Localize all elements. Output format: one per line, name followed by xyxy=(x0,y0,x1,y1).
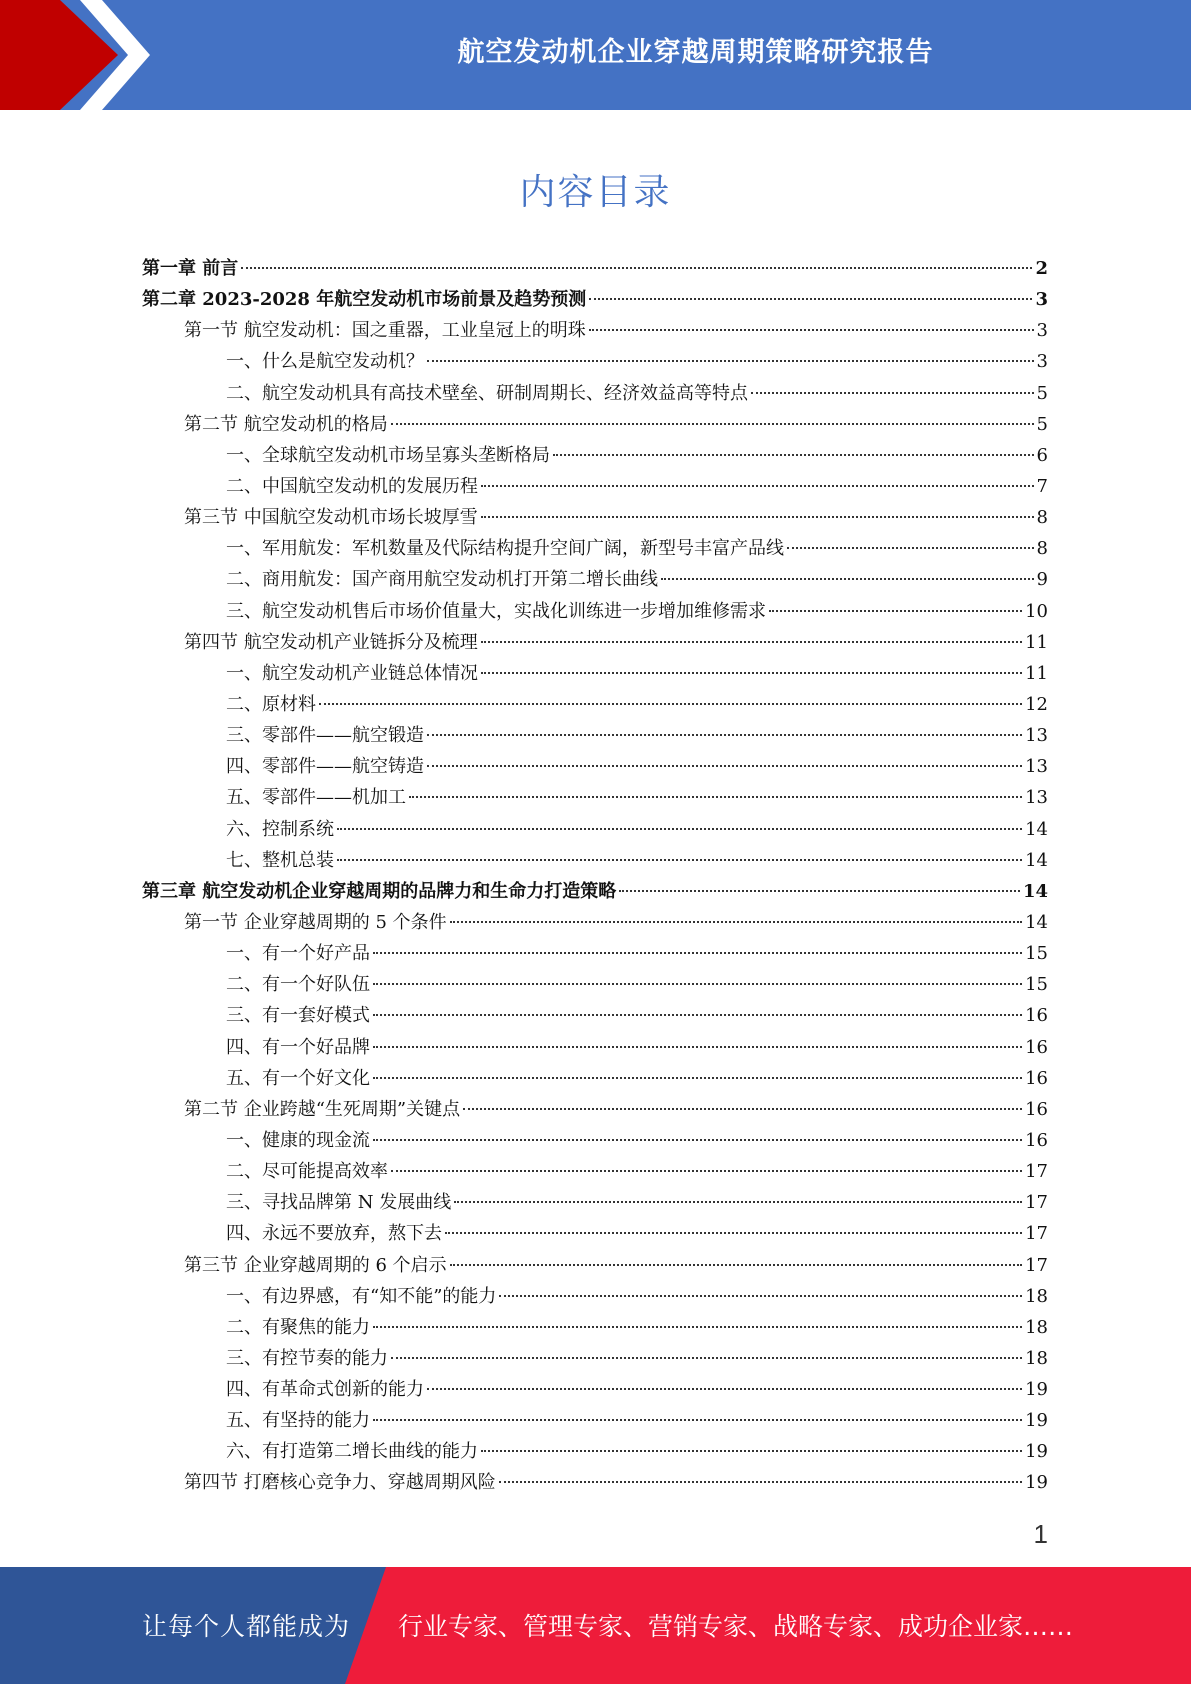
toc-dot-leader xyxy=(553,454,1034,456)
toc-entry-title: 第一节 企业穿越周期的 5 个条件 xyxy=(184,911,447,933)
toc-dot-leader xyxy=(373,1077,1022,1079)
toc-dot-leader xyxy=(454,1201,1022,1203)
toc-dot-leader xyxy=(481,672,1022,674)
toc-entry-page: 18 xyxy=(1025,1285,1048,1307)
toc-entry[interactable] xyxy=(142,969,1048,1000)
toc-entry[interactable] xyxy=(142,814,1048,845)
toc-entry[interactable] xyxy=(142,596,1048,627)
toc-dot-leader xyxy=(427,360,1034,362)
toc-dot-leader xyxy=(751,392,1034,394)
toc-entry-title: 第一节 航空发动机：国之重器，工业皇冠上的明珠 xyxy=(184,320,586,342)
toc-entry-title: 一、军用航发：军机数量及代际结构提升空间广阔，新型号丰富产品线 xyxy=(226,538,784,560)
toc-entry-page: 9 xyxy=(1036,569,1048,591)
toc-dot-leader xyxy=(373,952,1022,954)
toc-entry[interactable] xyxy=(142,938,1048,969)
toc-entry[interactable] xyxy=(142,1156,1048,1187)
toc-dot-leader xyxy=(450,921,1022,923)
toc-dot-leader xyxy=(373,1046,1022,1048)
toc-entry-title: 三、零部件——航空锻造 xyxy=(226,725,424,747)
toc-dot-leader xyxy=(427,734,1022,736)
toc-entry[interactable] xyxy=(142,253,1048,284)
toc-entry[interactable] xyxy=(142,502,1048,533)
toc-entry-page: 13 xyxy=(1025,725,1048,747)
toc-entry[interactable] xyxy=(142,1374,1048,1405)
toc-dot-leader xyxy=(481,485,1034,487)
toc-entry-title: 一、健康的现金流 xyxy=(226,1129,370,1151)
toc-entry[interactable] xyxy=(142,1312,1048,1343)
toc-entry[interactable] xyxy=(142,1436,1048,1467)
toc-entry-title: 五、有坚持的能力 xyxy=(226,1410,370,1432)
toc-entry-page: 16 xyxy=(1025,1005,1048,1027)
toc-entry-title: 二、尽可能提高效率 xyxy=(226,1161,388,1183)
toc-dot-leader xyxy=(481,641,1022,643)
toc-entry[interactable] xyxy=(142,346,1048,377)
toc-entry-title: 二、航空发动机具有高技术壁垒、研制周期长、经济效益高等特点 xyxy=(226,382,748,404)
toc-dot-leader xyxy=(589,298,1032,300)
table-of-contents xyxy=(142,253,1048,1499)
toc-entry-title: 一、有边界感，有“知不能”的能力 xyxy=(226,1285,497,1307)
toc-entry-page: 16 xyxy=(1025,1129,1048,1151)
toc-dot-leader xyxy=(391,1357,1022,1359)
toc-entry-page: 6 xyxy=(1036,444,1048,466)
toc-dot-leader xyxy=(373,1014,1022,1016)
toc-entry-page: 19 xyxy=(1025,1379,1048,1401)
toc-dot-leader xyxy=(450,1264,1022,1266)
toc-entry-page: 10 xyxy=(1025,600,1048,622)
toc-entry[interactable] xyxy=(142,471,1048,502)
footer-slogan-left: 让每个人都能成为 xyxy=(142,1612,351,1641)
toc-entry[interactable] xyxy=(142,1281,1048,1312)
toc-dot-leader xyxy=(619,890,1020,892)
toc-entry-page: 18 xyxy=(1025,1347,1048,1369)
toc-entry[interactable] xyxy=(142,1032,1048,1063)
toc-dot-leader xyxy=(499,1295,1022,1297)
toc-dot-leader xyxy=(373,1326,1022,1328)
toc-entry-page: 18 xyxy=(1025,1316,1048,1338)
toc-dot-leader xyxy=(787,547,1034,549)
toc-entry-title: 第四节 航空发动机产业链拆分及梳理 xyxy=(184,631,478,653)
toc-entry-page: 3 xyxy=(1036,320,1048,342)
toc-entry-page: 15 xyxy=(1025,974,1048,996)
toc-entry-page: 8 xyxy=(1036,507,1048,529)
toc-entry-title: 五、有一个好文化 xyxy=(226,1067,370,1089)
toc-entry-title: 三、有控节奏的能力 xyxy=(226,1347,388,1369)
toc-dot-leader xyxy=(319,703,1022,705)
toc-entry[interactable] xyxy=(142,1343,1048,1374)
toc-entry-title: 第四节 打磨核心竞争力、穿越周期风险 xyxy=(184,1472,496,1494)
toc-entry-title: 第三章 航空发动机企业穿越周期的品牌力和生命力打造策略 xyxy=(142,880,617,902)
toc-entry[interactable] xyxy=(142,1094,1048,1125)
toc-entry[interactable] xyxy=(142,440,1048,471)
toc-entry-title: 五、零部件——机加工 xyxy=(226,787,406,809)
toc-entry[interactable] xyxy=(142,782,1048,813)
toc-dot-leader xyxy=(391,423,1034,425)
toc-entry-page: 12 xyxy=(1025,693,1048,715)
toc-entry[interactable] xyxy=(142,627,1048,658)
toc-dot-leader xyxy=(427,765,1022,767)
toc-entry-title: 二、有聚焦的能力 xyxy=(226,1316,370,1338)
toc-entry-title: 四、零部件——航空铸造 xyxy=(226,756,424,778)
toc-entry-page: 7 xyxy=(1036,475,1048,497)
toc-entry-title: 第一章 前言 xyxy=(142,258,239,279)
document-title: 航空发动机企业穿越周期策略研究报告 xyxy=(457,37,934,68)
toc-entry[interactable] xyxy=(142,409,1048,440)
toc-dot-leader xyxy=(463,1108,1022,1110)
toc-dot-leader xyxy=(409,796,1022,798)
toc-entry[interactable] xyxy=(142,1000,1048,1031)
toc-entry[interactable] xyxy=(142,533,1048,564)
toc-entry-title: 第二章 2023-2028 年航空发动机市场前景及趋势预测 xyxy=(142,289,587,311)
toc-entry-page: 17 xyxy=(1025,1192,1048,1214)
toc-entry-page: 5 xyxy=(1036,413,1048,435)
toc-dot-leader xyxy=(589,329,1034,331)
toc-entry-page: 2 xyxy=(1035,258,1048,279)
toc-entry-title: 四、有一个好品牌 xyxy=(226,1036,370,1058)
toc-entry-title: 四、有革命式创新的能力 xyxy=(226,1379,424,1401)
toc-dot-leader xyxy=(241,267,1032,269)
toc-entry-page: 13 xyxy=(1025,787,1048,809)
toc-entry[interactable] xyxy=(142,315,1048,346)
toc-entry[interactable] xyxy=(142,907,1048,938)
toc-entry-page: 11 xyxy=(1025,631,1048,653)
toc-dot-leader xyxy=(373,1419,1022,1421)
toc-entry[interactable] xyxy=(142,1063,1048,1094)
toc-entry-title: 一、航空发动机产业链总体情况 xyxy=(226,662,478,684)
toc-entry[interactable] xyxy=(142,284,1048,315)
toc-entry-title: 第三节 中国航空发动机市场长坡厚雪 xyxy=(184,507,478,529)
toc-entry-page: 8 xyxy=(1036,538,1048,560)
footer-slogan-right: 行业专家、管理专家、营销专家、战略专家、成功企业家…… xyxy=(398,1612,1074,1641)
toc-entry[interactable] xyxy=(142,845,1048,876)
toc-entry-title: 三、航空发动机售后市场价值量大，实战化训练进一步增加维修需求 xyxy=(226,600,766,622)
toc-entry-title: 二、有一个好队伍 xyxy=(226,974,370,996)
toc-heading: 内容目录 xyxy=(519,172,672,213)
toc-dot-leader xyxy=(373,1139,1022,1141)
toc-entry-title: 七、整机总装 xyxy=(226,849,334,871)
toc-entry[interactable] xyxy=(142,1467,1048,1498)
toc-dot-leader xyxy=(337,859,1022,861)
toc-entry-title: 第三节 企业穿越周期的 6 个启示 xyxy=(184,1254,447,1276)
toc-entry-title: 四、永远不要放弃，熬下去 xyxy=(226,1223,442,1245)
toc-entry[interactable] xyxy=(142,751,1048,782)
toc-entry[interactable] xyxy=(142,1405,1048,1436)
toc-entry-page: 17 xyxy=(1025,1254,1048,1276)
toc-entry-page: 17 xyxy=(1025,1223,1048,1245)
toc-dot-leader xyxy=(427,1388,1022,1390)
toc-dot-leader xyxy=(391,1170,1022,1172)
toc-entry-page: 14 xyxy=(1025,818,1048,840)
toc-dot-leader xyxy=(337,828,1022,830)
toc-entry-title: 三、寻找品牌第 N 发展曲线 xyxy=(226,1192,452,1214)
page-number: 1 xyxy=(1033,1519,1048,1549)
toc-entry-page: 3 xyxy=(1036,351,1048,373)
toc-entry[interactable] xyxy=(142,876,1048,907)
toc-dot-leader xyxy=(769,610,1022,612)
toc-entry[interactable] xyxy=(142,1218,1048,1249)
footer-band xyxy=(0,1567,1191,1684)
toc-entry-page: 19 xyxy=(1025,1410,1048,1432)
toc-entry-page: 16 xyxy=(1025,1036,1048,1058)
toc-entry-page: 14 xyxy=(1025,911,1048,933)
toc-entry-title: 六、有打造第二增长曲线的能力 xyxy=(226,1441,478,1463)
toc-dot-leader xyxy=(373,983,1022,985)
toc-dot-leader xyxy=(481,1450,1022,1452)
toc-entry-page: 13 xyxy=(1025,756,1048,778)
toc-entry-page: 3 xyxy=(1035,289,1048,311)
toc-entry[interactable] xyxy=(142,1250,1048,1281)
toc-dot-leader xyxy=(499,1481,1022,1483)
toc-entry-page: 5 xyxy=(1036,382,1048,404)
toc-dot-leader xyxy=(445,1232,1022,1234)
toc-entry-title: 二、商用航发：国产商用航空发动机打开第二增长曲线 xyxy=(226,569,658,591)
toc-entry-page: 19 xyxy=(1025,1441,1048,1463)
toc-dot-leader xyxy=(661,578,1034,580)
toc-entry-page: 11 xyxy=(1025,662,1048,684)
toc-entry-title: 一、什么是航空发动机？ xyxy=(226,351,424,373)
toc-dot-leader xyxy=(481,516,1034,518)
toc-entry[interactable] xyxy=(142,1187,1048,1218)
toc-entry-page: 14 xyxy=(1022,880,1048,902)
toc-entry-page: 16 xyxy=(1025,1098,1048,1120)
toc-entry[interactable] xyxy=(142,378,1048,409)
toc-entry-page: 17 xyxy=(1025,1161,1048,1183)
toc-entry-title: 一、有一个好产品 xyxy=(226,943,370,965)
toc-entry-title: 第二节 航空发动机的格局 xyxy=(184,413,388,435)
toc-entry-title: 一、全球航空发动机市场呈寡头垄断格局 xyxy=(226,444,550,466)
toc-entry-page: 19 xyxy=(1025,1472,1048,1494)
toc-entry-title: 二、原材料 xyxy=(226,693,316,715)
toc-entry[interactable] xyxy=(142,564,1048,595)
toc-entry-page: 16 xyxy=(1025,1067,1048,1089)
toc-entry-page: 15 xyxy=(1025,943,1048,965)
header-band xyxy=(0,0,1191,110)
toc-entry[interactable] xyxy=(142,689,1048,720)
toc-entry[interactable] xyxy=(142,658,1048,689)
toc-entry-title: 三、有一套好模式 xyxy=(226,1005,370,1027)
toc-entry[interactable] xyxy=(142,720,1048,751)
toc-entry[interactable] xyxy=(142,1125,1048,1156)
toc-entry-title: 六、控制系统 xyxy=(226,818,334,840)
toc-entry-title: 二、中国航空发动机的发展历程 xyxy=(226,475,478,497)
toc-entry-title: 第二节 企业跨越“生死周期”关键点 xyxy=(184,1098,461,1120)
toc-entry-page: 14 xyxy=(1025,849,1048,871)
